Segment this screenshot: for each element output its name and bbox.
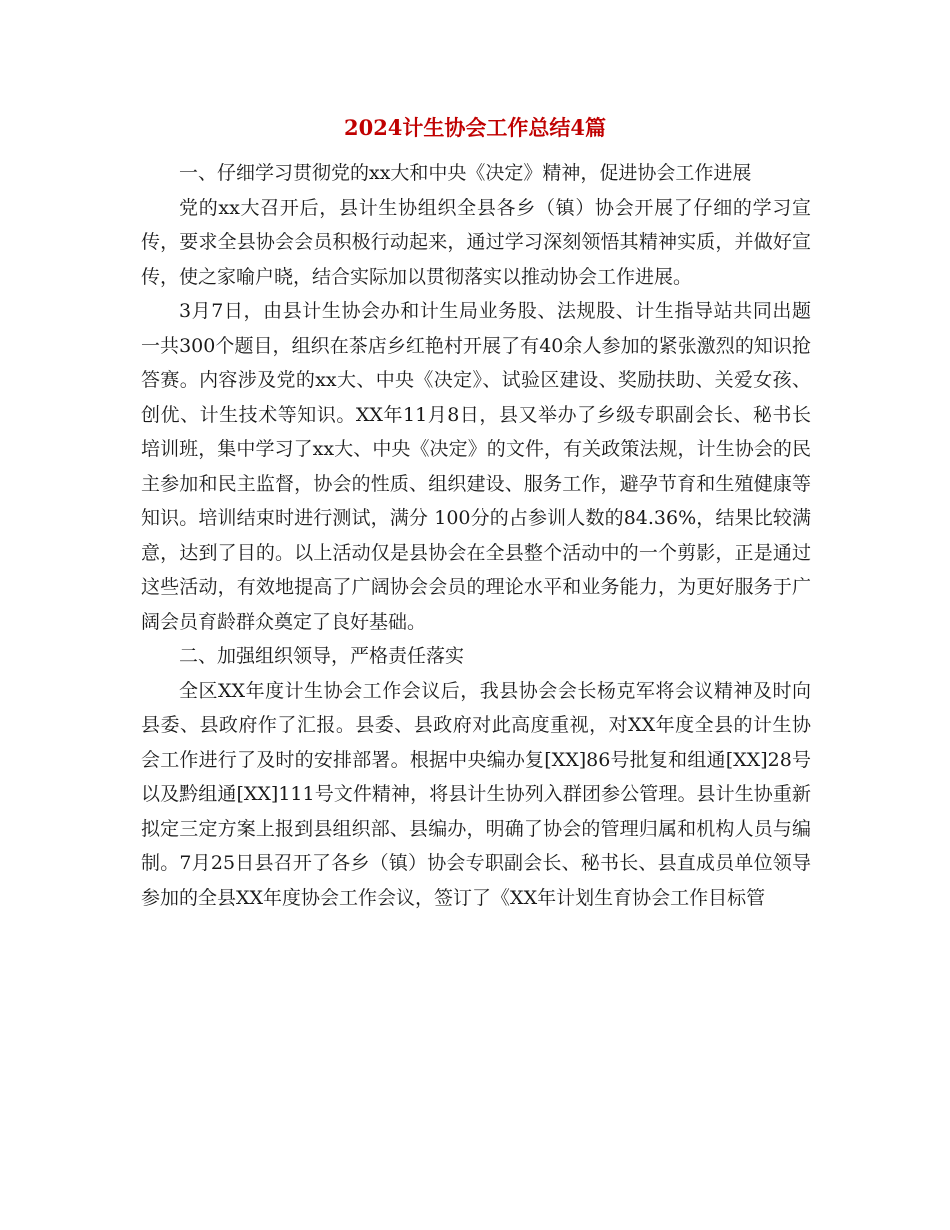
section-heading-2: 二、加强组织领导，严格责任落实 xyxy=(179,645,465,667)
paragraph: 全区XX年度计生协会工作会议后，我县协会会长杨克军将会议精神及时向县委、县政府作了汇报。县委、县政府对此高度重视，对XX年度全县的计生协会工作进行了及时的安排部署。根据中央编办复[XX]86号批复和组通[XX]28号以及黔组通[XX]111号文件精神，将县计生协列入群团参公管理。县计生协重新拟定三定方案上报到县组织部、县编办，明确了协会的管理归属和机构人员与编制。7月25日县召开了各乡（镇）协会专职副会长、秘书长、县直成员单位领导参加的全县XX年度协会工作会议，签订了《XX年计划生育协会工作目标管 xyxy=(141,679,811,909)
paragraph: 党的xx大召开后，县计生协组织全县各乡（镇）协会开展了仔细的学习宣传，要求全县协会会员积极行动起来，通过学习深刻领悟其精神实质，并做好宣传，使之家喻户晓，结合实际加以贯彻落实以推动协会工作进展。 xyxy=(141,196,811,288)
paragraph: 3月7日，由县计生协会办和计生局业务股、法规股、计生指导站共同出题一共300个题目，组织在茶店乡红艳村开展了有40余人参加的紧张激烈的知识抢答赛。内容涉及党的xx大、中央《决定》、试验区建设、奖励扶助、关爱女孩、创优、计生技术等知识。XX年11月8日，县又举办了乡级专职副会长、秘书长培训班，集中学习了xx大、中央《决定》的文件，有关政策法规，计生协会的民主参加和民主监督，协会的性质、组织建设、服务工作，避孕节育和生殖健康等知识。培训结束时进行测试，满分 100分的占参训人数的84.36%，结果比较满意，达到了目的。以上活动仅是县协会在全县整个活动中的一个剪影，正是通过这些活动，有效地提高了广阔协会会员的理论水平和业务能力，为更好服务于广阔会员育龄群众奠定了良好基础。 xyxy=(141,300,811,633)
section-heading-1: 一、仔细学习贯彻党的xx大和中央《决定》精神，促进协会工作进展 xyxy=(179,162,752,184)
document-body xyxy=(141,156,811,915)
document-title: 2024计生协会工作总结4篇 xyxy=(343,115,607,140)
